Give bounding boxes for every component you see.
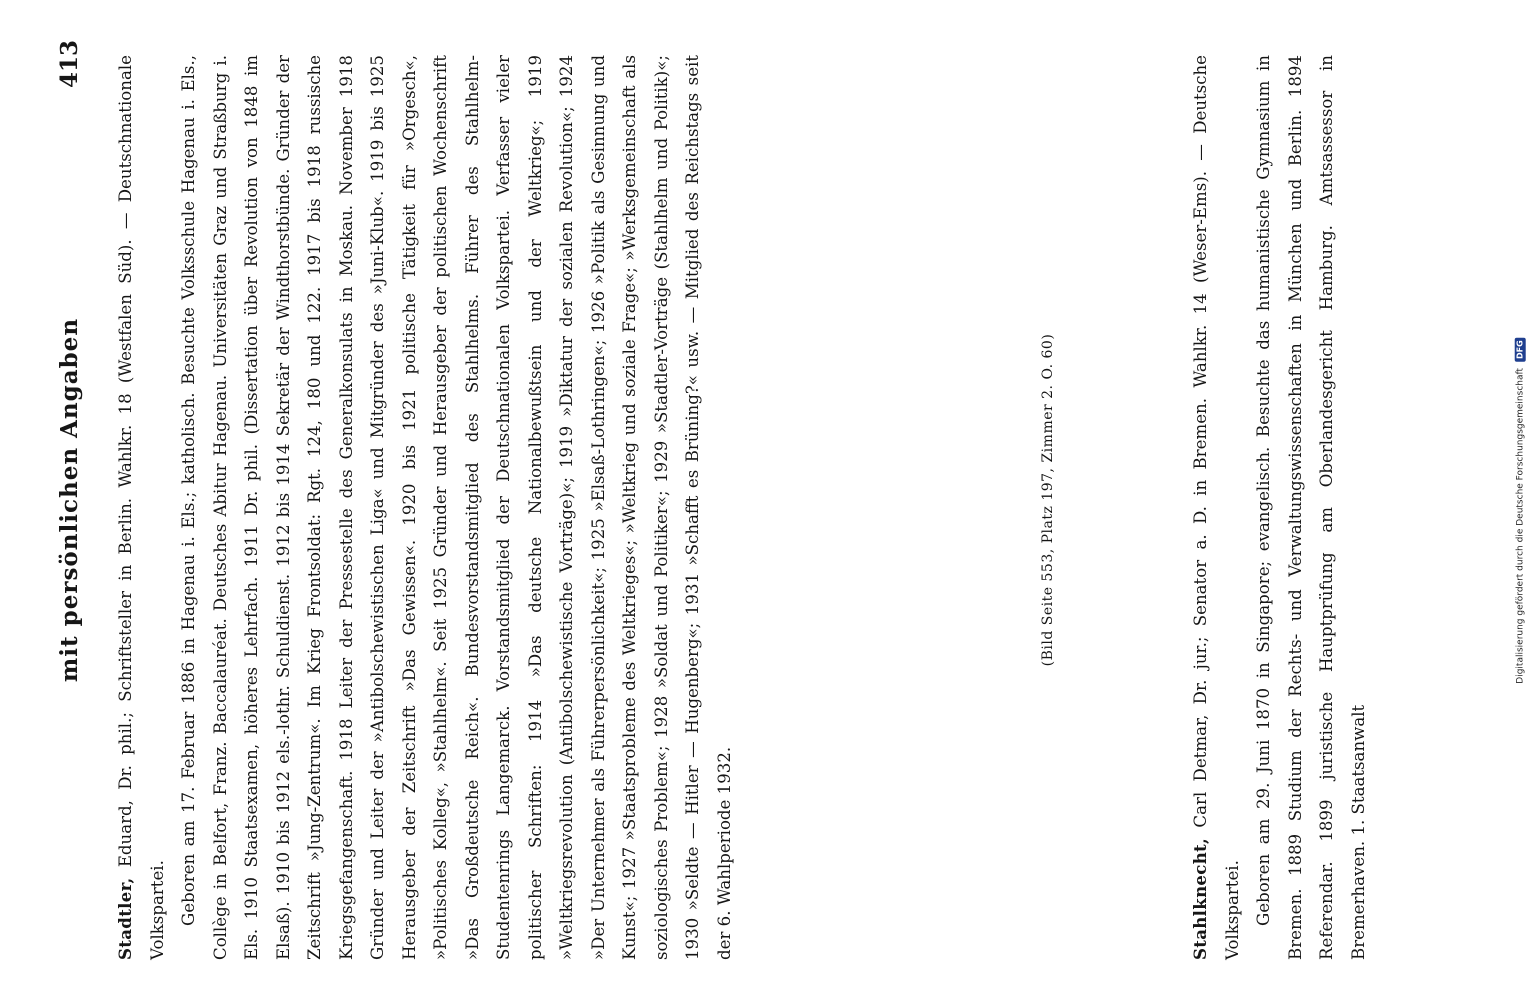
- dfg-logo: DFG: [1515, 337, 1526, 362]
- entry-intro: Carl Detmar, Dr. jur.; Senator a. D. in Bremen. Wahlkr. 14 (Weser-Ems). — Deutsche Volkspartei.: [1191, 55, 1242, 960]
- entry-name: Stadtler,: [115, 877, 135, 960]
- entry-body: Geboren am 17. Februar 1886 in Hagenau i. Els.; katholisch. Besuchte Volksschule Hagenau i. Els., Collège in Belfort, Franz. Baccalauréat. Deutsches Abitur Hagenau. Universitäten Graz und Straßburg i. Els. 1910 Staatsexamen, höheres Lehrfach. 1911 Dr. phil. (Dissertation über Revolution von 1848 im Elsaß). 1910 bis 1912 els.-lothr. Schuldienst. 1912 bis 1914 Sekretär der Windthorstbünde. Gründer der Zeitschrift »Jung-Zentrum«. Im Krieg Frontsoldat: Rgt. 124, 180 und 122. 1917 bis 1918 russische Kriegsgefangenschaft. 1918 Leiter der Pressestelle des Generalkonsulats in Moskau. November 1918 Gründer und Leiter der »Antibolschewistischen Liga« und Mitgründer des »Juni-Klub«. 1919 bis 1925 Herausgeber der Zeitschrift »Das Gewissen«. 1920 bis 1921 politische Tätigkeit für »Orgesch«, »Politisches Kolleg«, »Stahlhelm«. Seit 1925 Gründer und Herausgeber der politischen Wochenschrift »Das Großdeutsche Reich«. Bundesvorstandsmitglied des Stahlhelms. Führer des Stahlhelm-Studentenrings Langemarck. Vorstandsmitglied der Deutschnationalen Volkspartei. Verfasser vieler politischer Schriften: 1914 »Das deutsche Nationalbewußtsein und der Weltkrieg«; 1919 »Weltkriegsrevolution (Antibolschewistische Vorträge)«; 1919 »Diktatur der sozialen Revolution«; 1924 »Der Unternehmer als Führerpersönlichkeit«; 1925 »Elsaß-Lothringen«; 1926 »Politik als Gesinnung und Kunst«; 1927 »Staatsprobleme des Weltkrieges«; »Weltkrieg und soziale Frage«; »Werksgemeinschaft als soziologisches Problem«; 1928 »Soldat und Politiker«; 1929 »Stadtler-Vorträge (Stahlhelm und Politik)«; 1930 »Seldte — Hitler — Hugenberg«; 1931 »Schafft es Brüning?« usw. — Mitglied des Reichstags seit der 6. Wahlperiode 1932.: [179, 55, 734, 960]
- entry-body: Geboren am 29. Juni 1870 in Singapore; evangelisch. Besuchte das humanistische Gymnasium in Bremen. 1889 Studium der Rechts- und Verwaltungswissenschaften in München und Berlin. 1894 Referendar. 1899 juristische Hauptprüfung am Oberlandesgericht Hamburg. Amtsassessor in Bremerhaven. 1. Staatsanwalt: [1254, 55, 1368, 960]
- digitization-note-text: Digitalisierung gefördert durch die Deutsche Forschungsgemeinschaft: [1515, 367, 1525, 684]
- running-head: mit persönlichen Angaben: [56, 317, 83, 683]
- digitization-note: [1500, 190, 1540, 830]
- entry-heading: [1185, 55, 1248, 960]
- entry-name: Stahlknecht,: [1190, 837, 1210, 960]
- page-number: 413: [56, 40, 83, 89]
- rotated-page-content: [40, 40, 1520, 960]
- biography-entry-stadtler: [110, 55, 740, 960]
- biography-entry-stahlknecht: [1185, 55, 1374, 960]
- entry-heading: [110, 55, 173, 960]
- page-header: [40, 40, 100, 960]
- entry-intro: Eduard, Dr. phil.; Schriftsteller in Berlin. Wahlkr. 18 (Westfalen Süd). — Deutschnationale Volkspartei.: [116, 55, 167, 960]
- photo-reference-caption: (Bild Seite 553, Platz 197, Zimmer 2. O. 60): [1040, 333, 1056, 667]
